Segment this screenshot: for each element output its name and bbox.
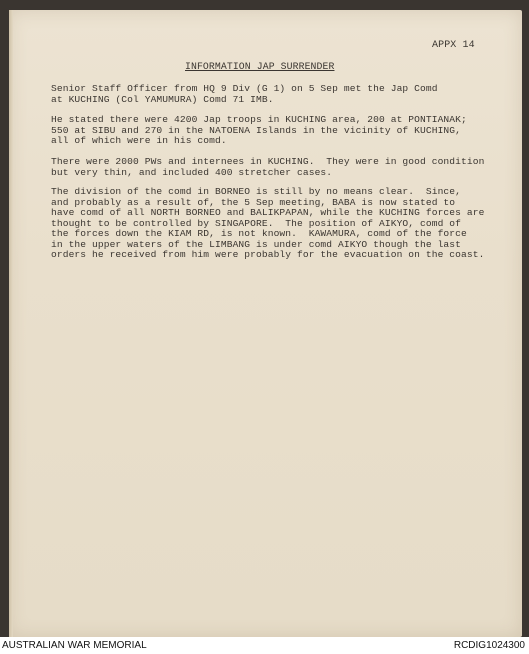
paragraph-3: There were 2000 PWs and internees in KUCHING. They were in good condition but very thin, and included 400 stretcher cases. xyxy=(51,156,485,178)
paragraph-1: Senior Staff Officer from HQ 9 Div (G 1) on 5 Sep met the Jap Comd at KUCHING (Col YAMUMURA) Comd 71 IMB. xyxy=(51,83,438,105)
page-edge xyxy=(9,10,13,637)
archive-footer xyxy=(0,637,529,654)
paragraph-2: He stated there were 4200 Jap troops in KUCHING area, 200 at PONTIANAK; 550 at SIBU and 270 in the NATOENA Islands in the vicinity of KUCHING, all of which were in his comd. xyxy=(51,114,467,146)
record-id: RCDIG1024300 xyxy=(453,640,525,651)
document-title: INFORMATION JAP SURRENDER xyxy=(185,61,335,72)
appendix-reference: APPX 14 xyxy=(432,40,475,51)
paragraph-4: The division of the comd in BORNEO is still by no means clear. Since, and probably as a result of, the 5 Sep meeting, BABA is now stated to have comd of all NORTH BORNEO and BALIKPAPAN, while the KUCHING forces are thought to be controlled by SINGAPORE. The position of AIKYO, comd of the forces down the KIAM RD, is not known. KAWAMURA, comd of the force in the upper waters of the LIMBANG is under comd AIKYO though the last orders he received from him were probably for the evacuation on the coast. xyxy=(51,186,485,260)
archive-name: AUSTRALIAN WAR MEMORIAL xyxy=(2,640,147,651)
